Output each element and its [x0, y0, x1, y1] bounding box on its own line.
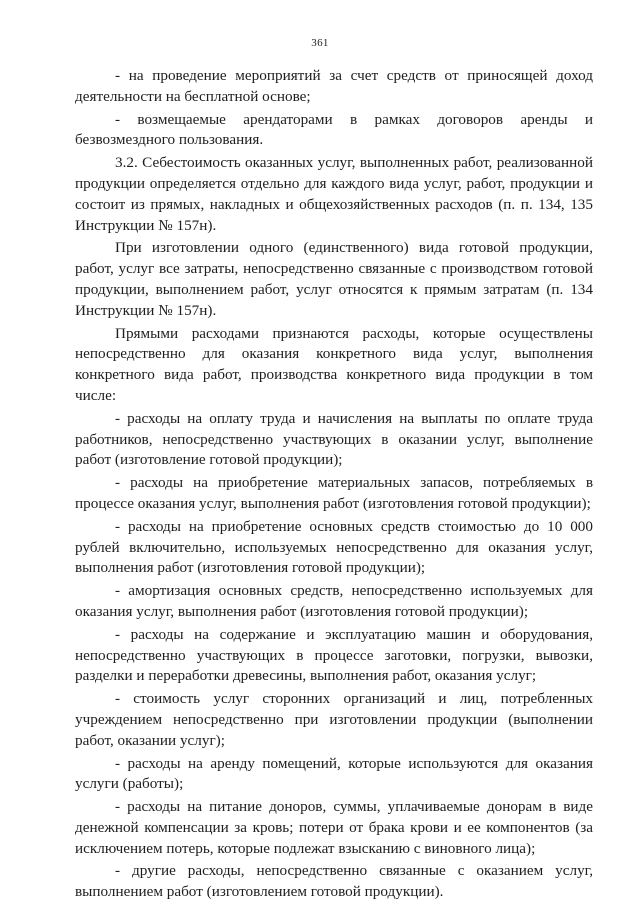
list-item-fixed-assets: - расходы на приобретение основных средств стоимостью до 10 000 рублей включительно, используемых непосредственно для оказания услуг, выполнения работ (изготовления готовой продукции);: [75, 517, 593, 577]
paragraph-direct-costs-intro: Прямыми расходами признаются расходы, которые осуществлены непосредственно для оказания конкретного вида услуг, выполнения конкретного вида работ, производства конкретного вида продукции в том числе:: [75, 324, 593, 404]
document-body: [75, 66, 593, 905]
list-item-other-costs: - другие расходы, непосредственно связанные с оказанием услуг, выполнением работ (изготовлением готовой продукции).: [75, 862, 593, 901]
paragraph-tenant-reimbursed: - возмещаемые арендаторами в рамках договоров аренды и безвозмездного пользования.: [75, 110, 593, 149]
list-item-premises-rent: - расходы на аренду помещений, которые используются для оказания услуги (работы);: [75, 754, 593, 793]
paragraph-free-basis-events: - на проведение мероприятий за счет средств от приносящей доход деятельности на бесплатной основе;: [75, 67, 593, 105]
paragraph-single-product: При изготовлении одного (единственного) вида готовой продукции, работ, услуг все затраты, непосредственно связанные с производством готовой продукции, выполнением работ, услуг относятся к прямым затратам (п. 134 Инструкции № 157н).: [75, 239, 593, 319]
list-item-labor-costs: - расходы на оплату труда и начисления на выплаты по оплате труда работников, непосредственно участвующих в оказании услуг, выполнение работ (изготовление готовой продукции);: [75, 409, 593, 469]
list-item-donor-costs: - расходы на питание доноров, суммы, уплачиваемые донорам в виде денежной компенсации за кровь; потери от брака крови и ее компонентов (за исключением потерь, которые подлежат взысканию с виновного лица);: [75, 798, 593, 857]
page-number: 361: [311, 37, 329, 49]
list-item-depreciation: - амортизация основных средств, непосредственно используемых для оказания услуг, выполнения работ (изготовления готовой продукции);: [75, 582, 593, 620]
list-item-material-stocks: - расходы на приобретение материальных запасов, потребляемых в процессе оказания услуг, выполнения работ (изготовления готовой продукции);: [75, 474, 593, 512]
paragraph-cost-definition: 3.2. Себестоимость оказанных услуг, выполненных работ, реализованной продукции определяется отдельно для каждого вида услуг, работ, продукции и состоит из прямых, накладных и общехозяйственных расходов (п. п. 134, 135 Инструкции № 157н).: [75, 154, 593, 234]
list-item-third-party-services: - стоимость услуг сторонних организаций и лиц, потребленных учреждением непосредственно при изготовлении продукции (выполнении работ, оказании услуг);: [75, 690, 593, 749]
list-item-machinery: - расходы на содержание и эксплуатацию машин и оборудования, непосредственно участвующих в процессе заготовки, погрузки, вывозки, разделки и переработки древесины, выполнения работ, оказания услуг;: [75, 625, 593, 685]
